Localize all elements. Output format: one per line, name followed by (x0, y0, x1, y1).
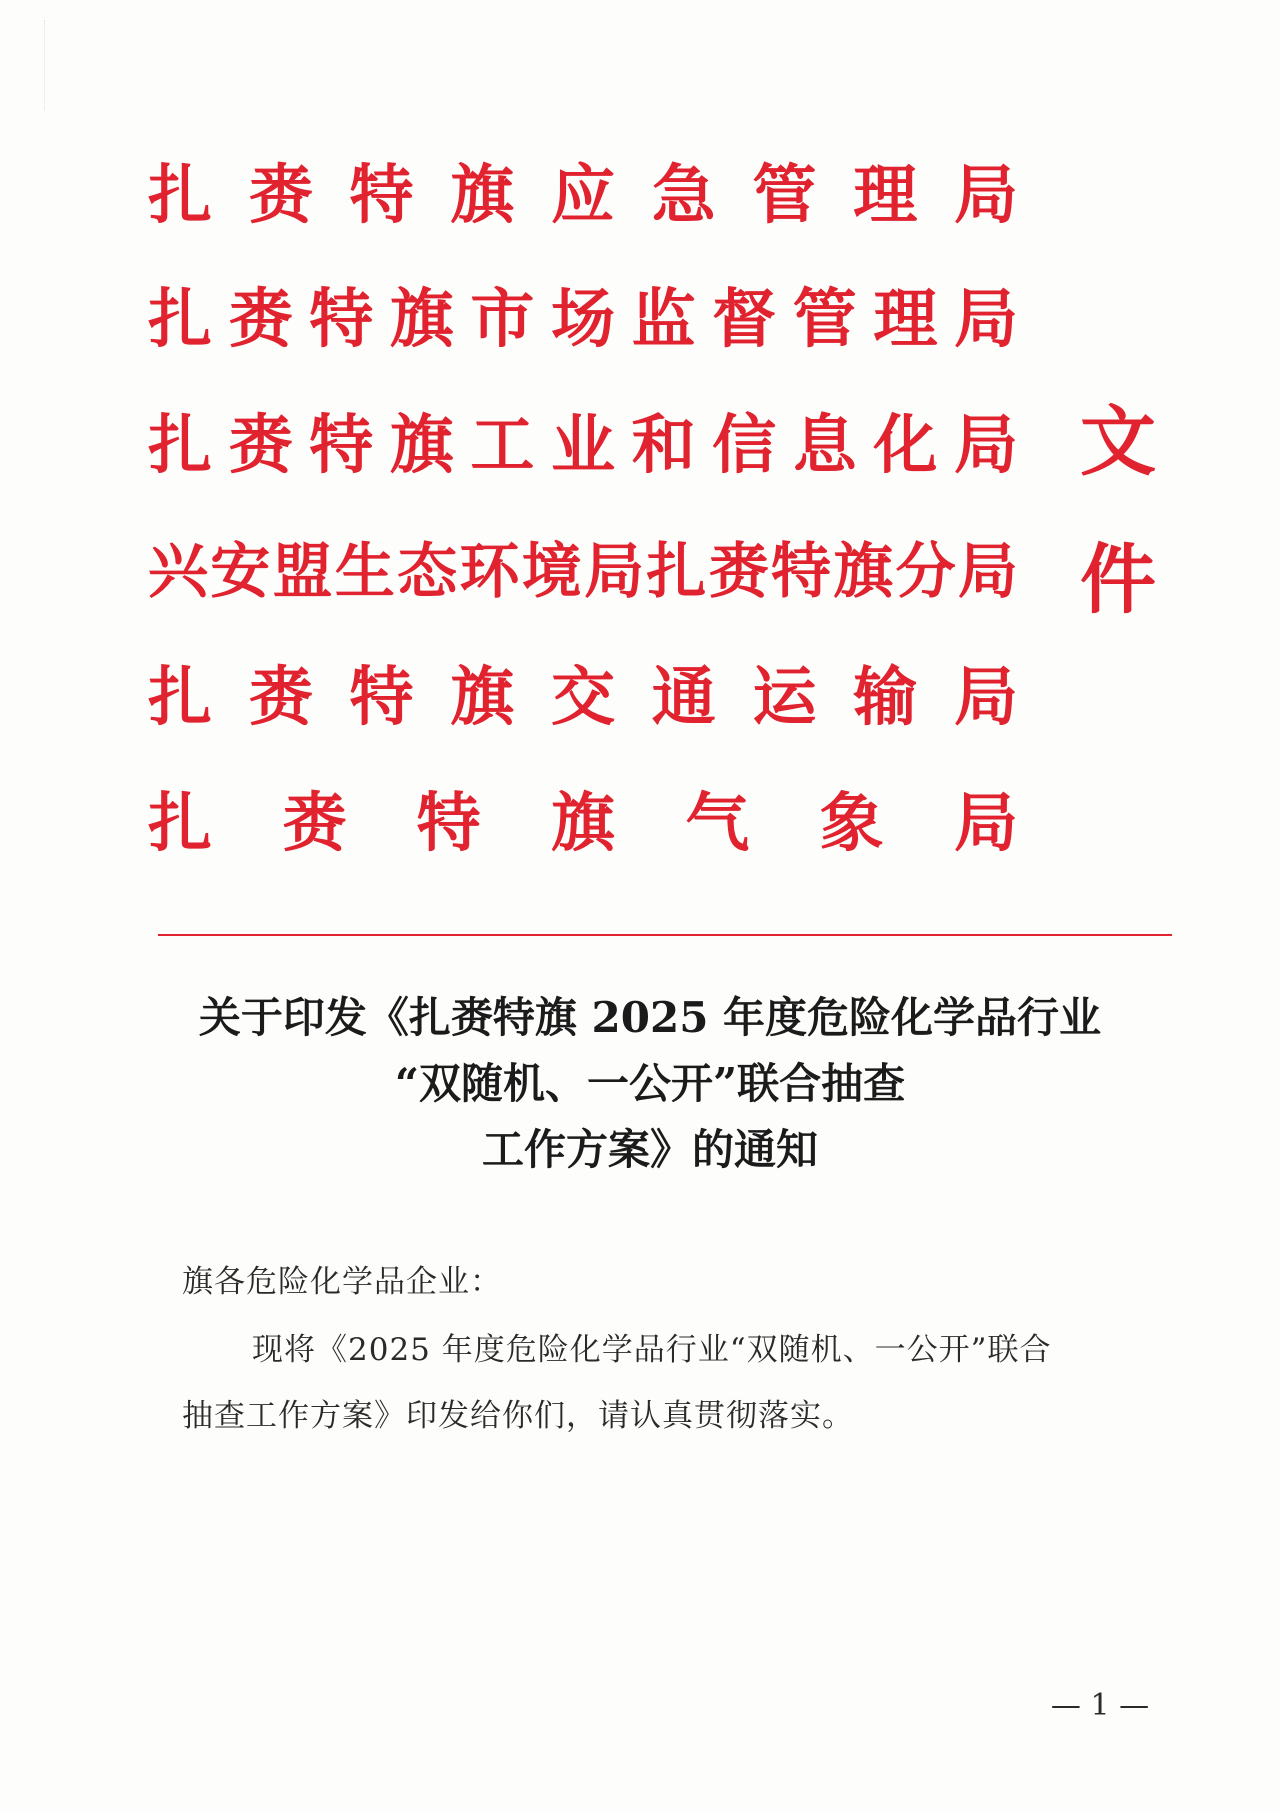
org-line-char: 局 (953, 282, 1018, 357)
org-line-char: 工 (470, 408, 535, 483)
org-line-char: 赉 (708, 537, 769, 607)
org-line-char: 局 (957, 537, 1018, 607)
org-line-char: 扎 (148, 282, 212, 357)
org-line-char: 盟 (272, 537, 333, 607)
org-line-char: 兴 (148, 537, 208, 607)
org-line-char: 市 (470, 282, 535, 357)
org-line-char: 旗 (389, 282, 454, 357)
org-line-char: 应 (551, 158, 615, 233)
org-line-industry-it (148, 408, 1018, 484)
org-line-char: 象 (819, 786, 884, 861)
org-line-char: 旗 (450, 660, 515, 735)
org-line-char: 赉 (282, 786, 347, 861)
org-line-char: 理 (873, 282, 938, 357)
notice-title-line-2: “双随机、一公开”联合抽查 (394, 1059, 906, 1108)
org-line-transport (148, 660, 1018, 736)
org-line-char: 息 (792, 408, 857, 483)
org-line-ecology-env (148, 534, 1018, 610)
org-line-char: 局 (953, 786, 1018, 861)
org-line-char: 分 (895, 537, 956, 607)
org-line-char: 通 (651, 660, 716, 735)
org-line-char: 扎 (148, 786, 212, 861)
org-line-char: 旗 (389, 408, 454, 483)
org-line-char: 安 (210, 537, 271, 607)
org-line-char: 局 (584, 537, 645, 607)
org-line-char: 急 (651, 158, 716, 233)
org-line-char: 局 (954, 158, 1018, 233)
org-line-char: 管 (792, 282, 857, 357)
org-line-char: 旗 (550, 786, 615, 861)
org-line-char: 扎 (148, 158, 212, 233)
org-line-char: 旗 (450, 158, 515, 233)
org-line-char: 赉 (228, 408, 293, 483)
org-line-char: 业 (550, 408, 615, 483)
org-line-char: 特 (349, 158, 414, 233)
scan-margin-marks (44, 20, 53, 110)
notice-title-line-1: 关于印发《扎赉特旗 2025 年度危险化学品行业 (198, 993, 1102, 1042)
org-line-char: 特 (416, 786, 481, 861)
org-line-char: 态 (397, 537, 458, 607)
salutation: 旗各危险化学品企业： (182, 1264, 502, 1300)
body-paragraph-line-1: 现将《2025 年度危险化学品行业“双随机、一公开”联合 (252, 1332, 1052, 1368)
org-line-char: 和 (631, 408, 696, 483)
doc-suffix-wen: 文 (1080, 397, 1156, 486)
org-line-char: 特 (770, 537, 831, 607)
org-line-char: 运 (752, 660, 817, 735)
org-line-char: 赉 (248, 660, 313, 735)
org-line-char: 生 (334, 537, 395, 607)
org-line-char: 扎 (148, 660, 212, 735)
org-line-char: 管 (752, 158, 817, 233)
org-line-char: 特 (349, 660, 414, 735)
org-line-char: 局 (954, 660, 1018, 735)
body-paragraph-line-2: 抽查工作方案》印发给你们，请认真贯彻落实。 (182, 1398, 854, 1434)
org-line-char: 局 (953, 408, 1018, 483)
org-line-char: 信 (712, 408, 777, 483)
org-line-char: 特 (309, 408, 374, 483)
org-line-char: 理 (853, 158, 918, 233)
page-number: — 1 — (1050, 1688, 1150, 1723)
red-separator-line (158, 934, 1172, 936)
org-line-char: 督 (712, 282, 777, 357)
org-line-emergency (148, 158, 1018, 234)
org-line-char: 旗 (833, 537, 894, 607)
org-line-char: 监 (631, 282, 696, 357)
org-line-char: 境 (521, 537, 582, 607)
org-line-meteorology (148, 786, 1018, 862)
org-line-char: 特 (309, 282, 374, 357)
org-line-char: 化 (873, 408, 938, 483)
org-line-char: 输 (853, 660, 918, 735)
org-line-char: 扎 (646, 537, 707, 607)
org-line-char: 场 (550, 282, 615, 357)
notice-title-line-3: 工作方案》的通知 (481, 1125, 818, 1174)
org-line-market-supervision (148, 282, 1018, 358)
org-line-char: 交 (551, 660, 615, 735)
org-line-char: 赉 (248, 158, 313, 233)
org-line-char: 扎 (148, 408, 212, 483)
org-line-char: 赉 (228, 282, 293, 357)
doc-suffix-jian: 件 (1080, 535, 1156, 624)
org-line-char: 气 (685, 786, 750, 861)
org-line-char: 环 (459, 537, 520, 607)
